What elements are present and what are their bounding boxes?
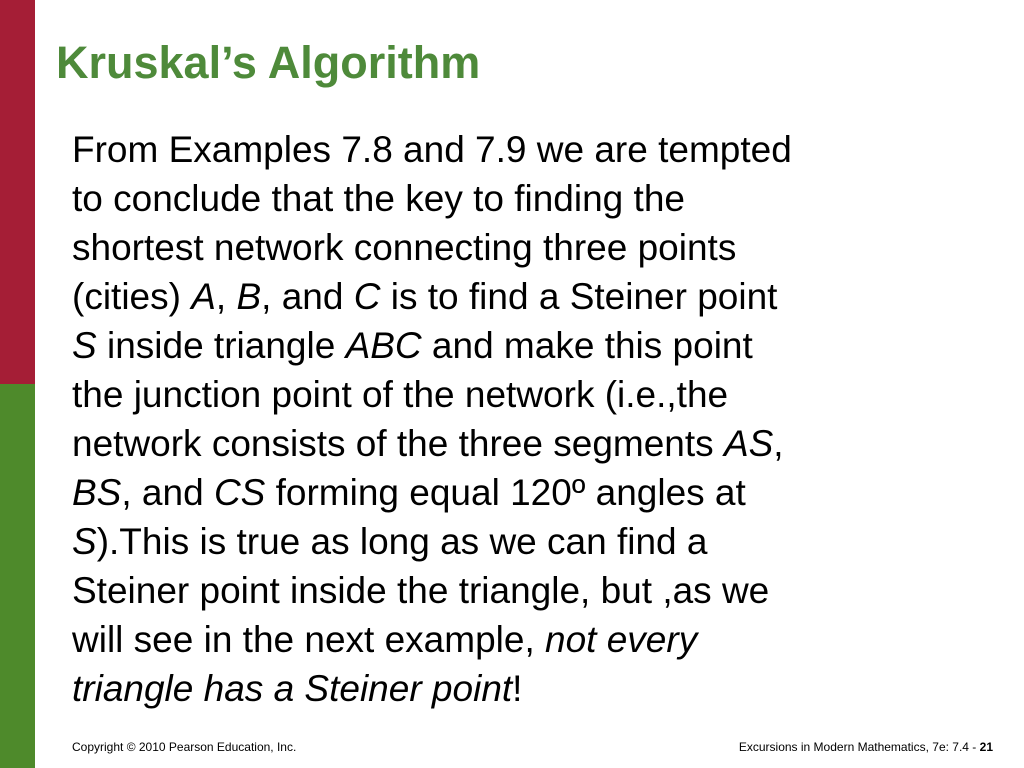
point-s: S <box>72 521 97 562</box>
segment-as: AS <box>723 423 774 464</box>
footer-citation-text: Excursions in Modern Mathematics, 7e: 7.4 - <box>738 740 980 754</box>
slide-title: Kruskal’s Algorithm <box>56 37 481 88</box>
slide-body <box>72 125 972 713</box>
segment-bs: BS <box>72 472 122 513</box>
body-line-3: shortest network connecting three points <box>72 227 737 268</box>
body-text-run: ).This is true as long as we can find a <box>96 521 708 562</box>
body-line-7 <box>72 419 972 468</box>
body-text-run: is to find a Steiner point <box>380 276 778 317</box>
footer-copyright: Copyright © 2010 Pearson Education, Inc. <box>72 740 297 754</box>
body-text-run: ! <box>512 668 523 709</box>
body-text-run: , and <box>121 472 214 513</box>
body-line-10: Steiner point inside the triangle, but ,as we <box>72 570 770 611</box>
body-line-11 <box>72 615 972 664</box>
body-text-run: (cities) <box>72 276 192 317</box>
body-text-run: , <box>215 276 237 317</box>
body-text-run: network consists of the three segments <box>72 423 724 464</box>
body-text-run: forming equal 120º angles at <box>265 472 746 513</box>
segment-cs: CS <box>213 472 266 513</box>
body-line-2: to conclude that the key to finding the <box>72 178 685 219</box>
point-s: S <box>72 325 97 366</box>
page-number: 21 <box>979 740 993 754</box>
body-line-6: the junction point of the network (i.e.,the <box>72 374 729 415</box>
body-line-5 <box>72 321 972 370</box>
body-line-1: From Examples 7.8 and 7.9 we are tempted <box>72 129 792 170</box>
triangle-abc: ABC <box>345 325 422 366</box>
body-text-run: , and <box>261 276 354 317</box>
footer-citation <box>739 740 993 754</box>
body-text-run: will see in the next example, <box>72 619 546 660</box>
point-b: B <box>236 276 262 317</box>
body-line-12 <box>72 664 972 713</box>
body-text-run: and make this point <box>421 325 753 366</box>
accent-bar-green <box>0 384 35 768</box>
emphasis-text: not every <box>545 619 698 660</box>
point-a: A <box>191 276 216 317</box>
body-line-4 <box>72 272 972 321</box>
body-text-run: inside triangle <box>96 325 346 366</box>
accent-bar-red <box>0 0 35 384</box>
emphasis-text: triangle has a Steiner point <box>72 668 513 709</box>
body-text-run: , <box>773 423 784 464</box>
point-c: C <box>353 276 381 317</box>
body-line-9 <box>72 517 972 566</box>
body-line-8 <box>72 468 972 517</box>
